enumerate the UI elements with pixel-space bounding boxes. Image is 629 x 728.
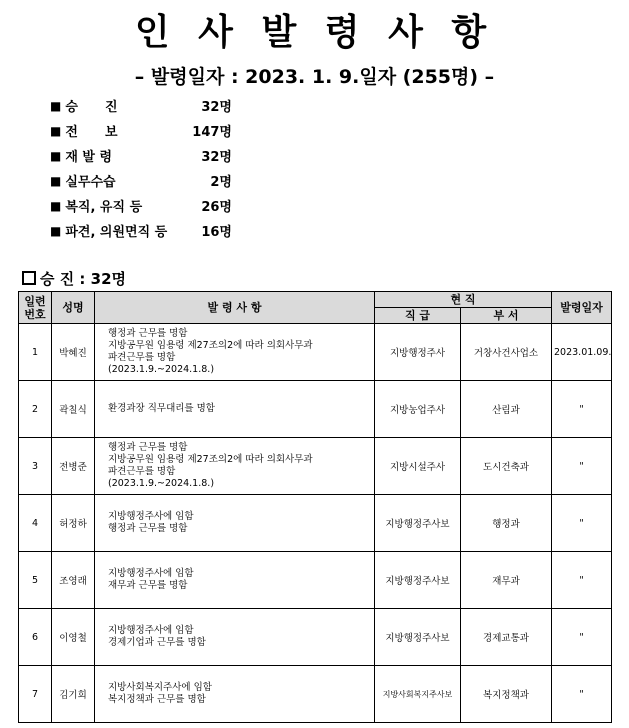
cell-content: 지방행정주사에 임함 재무과 근무를 명함 — [95, 552, 375, 609]
cell-serial-no: 4 — [19, 495, 52, 552]
cell-date: " — [552, 495, 612, 552]
cell-grade: 지방농업주사 — [375, 381, 461, 438]
table-row — [19, 438, 612, 495]
page-subtitle: – 발령일자 : 2023. 1. 9.일자 (255명) – — [134, 66, 495, 88]
header-current-position: 현 직 — [375, 292, 552, 308]
summary-item — [50, 143, 232, 168]
section-title-text: 승 진 : 32명 — [40, 270, 127, 288]
cell-serial-no: 3 — [19, 438, 52, 495]
table-row — [19, 666, 612, 723]
summary-count: 147명 — [192, 125, 232, 140]
cell-grade: 지방시설주사 — [375, 438, 461, 495]
table-row — [19, 324, 612, 381]
cell-content: 행정과 근무를 명함 지방공무원 임용령 제27조의2에 따라 의회사무과 파견근무를 명함 (2023.1.9.~2024.1.8.) — [95, 324, 375, 381]
table-row — [19, 609, 612, 666]
header-serial-no: 일련번호 — [19, 292, 52, 324]
table-row — [19, 552, 612, 609]
cell-serial-no: 2 — [19, 381, 52, 438]
header-content: 발 령 사 항 — [95, 292, 375, 324]
header-name: 성명 — [52, 292, 95, 324]
cell-name: 이영철 — [52, 609, 95, 666]
cell-dept: 경제교통과 — [461, 609, 552, 666]
cell-serial-no: 5 — [19, 552, 52, 609]
cell-grade: 지방행정주사보 — [375, 552, 461, 609]
cell-serial-no: 6 — [19, 609, 52, 666]
cell-content: 지방사회복지주사에 임함 복지정책과 근무를 명함 — [95, 666, 375, 723]
summary-label: 실무수습 — [65, 175, 116, 190]
cell-name: 허정하 — [52, 495, 95, 552]
cell-grade: 지방행정주사보 — [375, 609, 461, 666]
cell-date: " — [552, 381, 612, 438]
summary-label: 전 보 — [65, 125, 118, 140]
summary-label: 복직, 유직 등 — [65, 200, 143, 215]
summary-label: 승 진 — [65, 100, 118, 115]
cell-name: 박혜진 — [52, 324, 95, 381]
cell-name: 조영래 — [52, 552, 95, 609]
cell-dept: 거창사건사업소 — [461, 324, 552, 381]
cell-grade: 지방사회복지주사보 — [375, 666, 461, 723]
cell-dept: 복지정책과 — [461, 666, 552, 723]
summary-count: 32명 — [201, 150, 232, 165]
square-icon — [22, 271, 36, 285]
summary-count: 32명 — [201, 100, 232, 115]
header-grade: 직 급 — [375, 308, 461, 324]
cell-content: 지방행정주사에 임함 경제기업과 근무를 명함 — [95, 609, 375, 666]
cell-content: 환경과장 직무대리를 명함 — [95, 381, 375, 438]
cell-dept: 재무과 — [461, 552, 552, 609]
bullet-square-icon: ■ — [50, 123, 62, 138]
cell-date: " — [552, 609, 612, 666]
cell-dept: 행정과 — [461, 495, 552, 552]
cell-serial-no: 1 — [19, 324, 52, 381]
bullet-square-icon: ■ — [50, 173, 62, 188]
cell-date: 2023.01.09. — [552, 324, 612, 381]
cell-grade: 지방행정주사보 — [375, 495, 461, 552]
appointment-table — [18, 291, 612, 723]
cell-dept: 도시건축과 — [461, 438, 552, 495]
page-title: 인 사 발 령 사 항 — [134, 12, 495, 53]
header-date: 발령일자 — [552, 292, 612, 324]
cell-name: 김기희 — [52, 666, 95, 723]
table-row — [19, 495, 612, 552]
summary-item — [50, 193, 232, 218]
bullet-square-icon: ■ — [50, 223, 62, 238]
cell-serial-no: 7 — [19, 666, 52, 723]
summary-item — [50, 93, 232, 118]
cell-name: 전병준 — [52, 438, 95, 495]
summary-item — [50, 168, 232, 193]
summary-item — [50, 118, 232, 143]
summary-count: 26명 — [201, 200, 232, 215]
table-row — [19, 381, 612, 438]
cell-content: 지방행정주사에 임함 행정과 근무를 명함 — [95, 495, 375, 552]
header-dept: 부 서 — [461, 308, 552, 324]
bullet-square-icon: ■ — [50, 198, 62, 213]
summary-count: 2명 — [210, 175, 232, 190]
cell-dept: 산림과 — [461, 381, 552, 438]
cell-date: " — [552, 666, 612, 723]
summary-item — [50, 218, 232, 243]
cell-date: " — [552, 552, 612, 609]
cell-name: 곽칠식 — [52, 381, 95, 438]
summary-label: 파견, 의원면직 등 — [65, 225, 168, 240]
summary-count: 16명 — [201, 225, 232, 240]
section-title — [22, 268, 126, 289]
bullet-square-icon: ■ — [50, 98, 62, 113]
cell-content: 행정과 근무를 명함 지방공무원 임용령 제27조의2에 따라 의회사무과 파견근무를 명함 (2023.1.9.~2024.1.8.) — [95, 438, 375, 495]
cell-grade: 지방행정주사 — [375, 324, 461, 381]
bullet-square-icon: ■ — [50, 148, 62, 163]
cell-date: " — [552, 438, 612, 495]
summary-label: 재 발 령 — [65, 150, 113, 165]
summary-list — [50, 93, 232, 243]
